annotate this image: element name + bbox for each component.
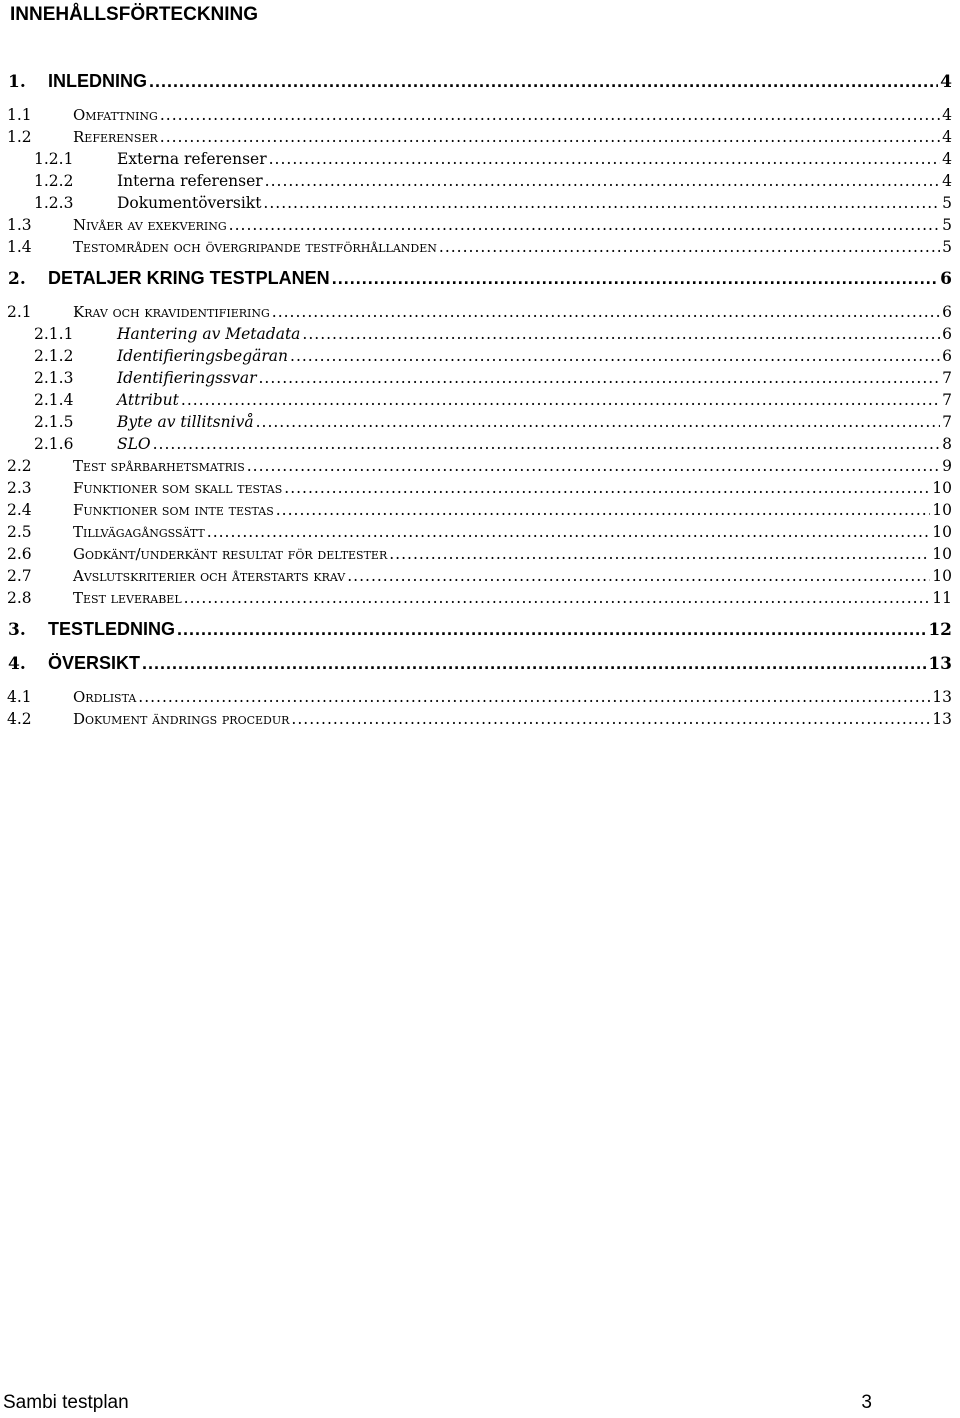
toc-entry-page: 9 xyxy=(942,457,952,475)
toc-leader-dots xyxy=(160,104,940,126)
toc-entry-number: 2.2 xyxy=(7,457,32,475)
toc-entry-page: 5 xyxy=(942,216,952,234)
toc-leader-dots xyxy=(259,367,941,389)
toc-entry-number: 3. xyxy=(8,620,26,640)
toc-entry-label: ÖVERSIKT xyxy=(48,653,141,673)
toc-entry-page: 5 xyxy=(942,194,952,212)
toc-entry-label: Identifieringsbegäran xyxy=(117,347,289,365)
toc-entry-number: 2.5 xyxy=(7,523,32,541)
toc-entry-4-1[interactable] xyxy=(0,686,960,708)
toc-entry-number: 2.4 xyxy=(7,501,32,519)
toc-entry-label: Identifieringssvar xyxy=(117,369,257,387)
toc-entry-number: 2. xyxy=(8,269,26,289)
toc-entry-2-1[interactable] xyxy=(0,301,960,323)
toc-entry-number: 2.1.3 xyxy=(34,369,74,387)
toc-leader-dots xyxy=(247,455,940,477)
toc-entry-2-3[interactable] xyxy=(0,477,960,499)
toc-leader-dots xyxy=(184,587,931,609)
toc-entry-number: 2.8 xyxy=(7,589,32,607)
toc-entry-label: Interna referenser xyxy=(117,172,263,190)
toc-entry-label: Funktioner som inte testas xyxy=(73,501,274,519)
toc-entry-number: 1.2.1 xyxy=(34,150,74,168)
toc-leader-dots xyxy=(153,433,941,455)
toc-entry-page: 7 xyxy=(942,413,952,431)
toc-entry-number: 1.1 xyxy=(7,106,32,124)
toc-entry-page: 4 xyxy=(940,72,952,92)
toc-leader-dots xyxy=(347,565,930,587)
toc-leader-dots xyxy=(332,267,938,289)
toc-leader-dots xyxy=(439,236,940,258)
toc-entry-2-6[interactable] xyxy=(0,543,960,565)
toc-entry-1[interactable] xyxy=(0,70,960,92)
toc-entry-label: Externa referenser xyxy=(117,150,267,168)
toc-entry-number: 2.1.2 xyxy=(34,347,74,365)
footer-document-name: Sambi testplan xyxy=(3,1392,129,1413)
toc-entry-number: 2.1.4 xyxy=(34,391,74,409)
toc-entry-number: 2.1.5 xyxy=(34,413,74,431)
toc-leader-dots xyxy=(229,214,940,236)
toc-leader-dots xyxy=(272,301,940,323)
toc-entry-number: 4.2 xyxy=(7,710,32,728)
toc-entry-label: Byte av tillitsnivå xyxy=(117,413,254,431)
toc-entry-label: Tillvägagångssätt xyxy=(73,523,205,541)
toc-entry-1-2[interactable] xyxy=(0,126,960,148)
toc-entry-4[interactable] xyxy=(0,652,960,674)
toc-entry-4-2[interactable] xyxy=(0,708,960,730)
toc-leader-dots xyxy=(181,389,940,411)
footer-page-number: 3 xyxy=(861,1392,872,1413)
toc-entry-number: 2.6 xyxy=(7,545,32,563)
toc-entry-number: 2.1.1 xyxy=(34,325,74,343)
toc-entry-1-1[interactable] xyxy=(0,104,960,126)
toc-entry-number: 1.2.2 xyxy=(34,172,74,190)
toc-leader-dots xyxy=(142,652,926,674)
toc-entry-number: 2.7 xyxy=(7,567,32,585)
toc-entry-label: Test leverabel xyxy=(73,589,182,607)
toc-leader-dots xyxy=(269,148,941,170)
toc-entry-label: Krav och kravidentifiering xyxy=(73,303,270,321)
toc-leader-dots xyxy=(138,686,930,708)
toc-entry-page: 12 xyxy=(928,620,952,640)
toc-entry-label: SLO xyxy=(117,435,151,453)
toc-leader-dots xyxy=(160,126,940,148)
toc-leader-dots xyxy=(290,345,940,367)
toc-entry-page: 10 xyxy=(932,479,952,497)
toc-leader-dots xyxy=(149,70,938,92)
toc-entry-1-3[interactable] xyxy=(0,214,960,236)
toc-leader-dots xyxy=(276,499,931,521)
toc-entry-label: Referenser xyxy=(73,128,158,146)
toc-leader-dots xyxy=(291,708,930,730)
toc-entry-page: 8 xyxy=(942,435,952,453)
toc-leader-dots xyxy=(207,521,930,543)
toc-entry-page: 6 xyxy=(942,325,952,343)
toc-leader-dots xyxy=(389,543,930,565)
toc-entry-label: Nivåer av exekvering xyxy=(73,216,227,234)
toc-leader-dots xyxy=(302,323,940,345)
toc-entry-number: 2.3 xyxy=(7,479,32,497)
toc-entry-page: 4 xyxy=(942,106,952,124)
toc-entry-number: 1.4 xyxy=(7,238,32,256)
toc-entry-2-1-6[interactable] xyxy=(0,433,960,455)
toc-entry-2-8[interactable] xyxy=(0,587,960,609)
toc-entry-page: 13 xyxy=(932,688,952,706)
toc-entry-number: 2.1 xyxy=(7,303,32,321)
toc-entry-number: 1. xyxy=(8,72,26,92)
toc-entry-label: Godkänt/underkänt resultat för deltester xyxy=(73,545,388,563)
toc-entry-number: 1.2 xyxy=(7,128,32,146)
toc-entry-number: 4. xyxy=(8,654,26,674)
toc-entry-label: INLEDNING xyxy=(48,71,147,91)
toc-entry-2-2[interactable] xyxy=(0,455,960,477)
toc-entry-page: 10 xyxy=(932,501,952,519)
toc-entry-label: Hantering av Metadata xyxy=(117,325,301,343)
toc-entry-page: 7 xyxy=(942,369,952,387)
toc-entry-label: Test spårbarhetsmatris xyxy=(73,457,245,475)
toc-entry-2-7[interactable] xyxy=(0,565,960,587)
toc-entry-2-1-2[interactable] xyxy=(0,345,960,367)
toc-entry-2[interactable] xyxy=(0,267,960,289)
toc-entry-2-4[interactable] xyxy=(0,499,960,521)
toc-entry-page: 6 xyxy=(940,269,952,289)
toc-entry-page: 6 xyxy=(942,347,952,365)
toc-entry-page: 11 xyxy=(932,589,952,607)
toc-entry-label: DETALJER KRING TESTPLANEN xyxy=(48,268,330,288)
toc-entry-number: 1.3 xyxy=(7,216,32,234)
toc-entry-page: 10 xyxy=(932,567,952,585)
toc-entry-label: Ordlista xyxy=(73,688,137,706)
toc-entry-number: 1.2.3 xyxy=(34,194,74,212)
toc-entry-1-2-1[interactable] xyxy=(0,148,960,170)
toc-entry-number: 2.1.6 xyxy=(34,435,74,453)
toc-leader-dots xyxy=(284,477,930,499)
toc-entry-label: Funktioner som skall testas xyxy=(73,479,283,497)
toc-leader-dots xyxy=(263,192,940,214)
toc-entry-3[interactable] xyxy=(0,618,960,640)
toc-entry-1-2-3[interactable] xyxy=(0,192,960,214)
toc-entry-2-1-3[interactable] xyxy=(0,367,960,389)
toc-entry-page: 7 xyxy=(942,391,952,409)
toc-entry-page: 4 xyxy=(942,128,952,146)
toc-entry-page: 5 xyxy=(942,238,952,256)
toc-entry-label: Dokument ändrings procedur xyxy=(73,710,290,728)
toc-entry-label: Avslutskriterier och återstarts krav xyxy=(73,567,346,585)
toc-entry-number: 4.1 xyxy=(7,688,32,706)
toc-entry-label: Attribut xyxy=(117,391,179,409)
toc-leader-dots xyxy=(256,411,941,433)
toc-entry-1-4[interactable] xyxy=(0,236,960,258)
toc-entry-label: Dokumentöversikt xyxy=(117,194,262,212)
toc-leader-dots xyxy=(265,170,940,192)
toc-title: INNEHÅLLSFÖRTECKNING xyxy=(10,4,259,25)
toc-entry-label: TESTLEDNING xyxy=(48,619,176,639)
toc-entry-page: 13 xyxy=(928,654,952,674)
toc-entry-2-5[interactable] xyxy=(0,521,960,543)
toc-leader-dots xyxy=(177,618,926,640)
toc-entry-page: 6 xyxy=(942,303,952,321)
toc-entry-label: Testområden och övergripande testförhållanden xyxy=(73,238,437,256)
toc-entry-page: 10 xyxy=(932,545,952,563)
toc-entry-page: 10 xyxy=(932,523,952,541)
toc-entry-2-1-5[interactable] xyxy=(0,411,960,433)
toc-entry-2-1-1[interactable] xyxy=(0,323,960,345)
toc-entry-1-2-2[interactable] xyxy=(0,170,960,192)
toc-entry-label: Omfattning xyxy=(73,106,158,124)
toc-entry-page: 13 xyxy=(932,710,952,728)
toc-entry-2-1-4[interactable] xyxy=(0,389,960,411)
toc-entry-page: 4 xyxy=(942,172,952,190)
toc-entry-page: 4 xyxy=(942,150,952,168)
